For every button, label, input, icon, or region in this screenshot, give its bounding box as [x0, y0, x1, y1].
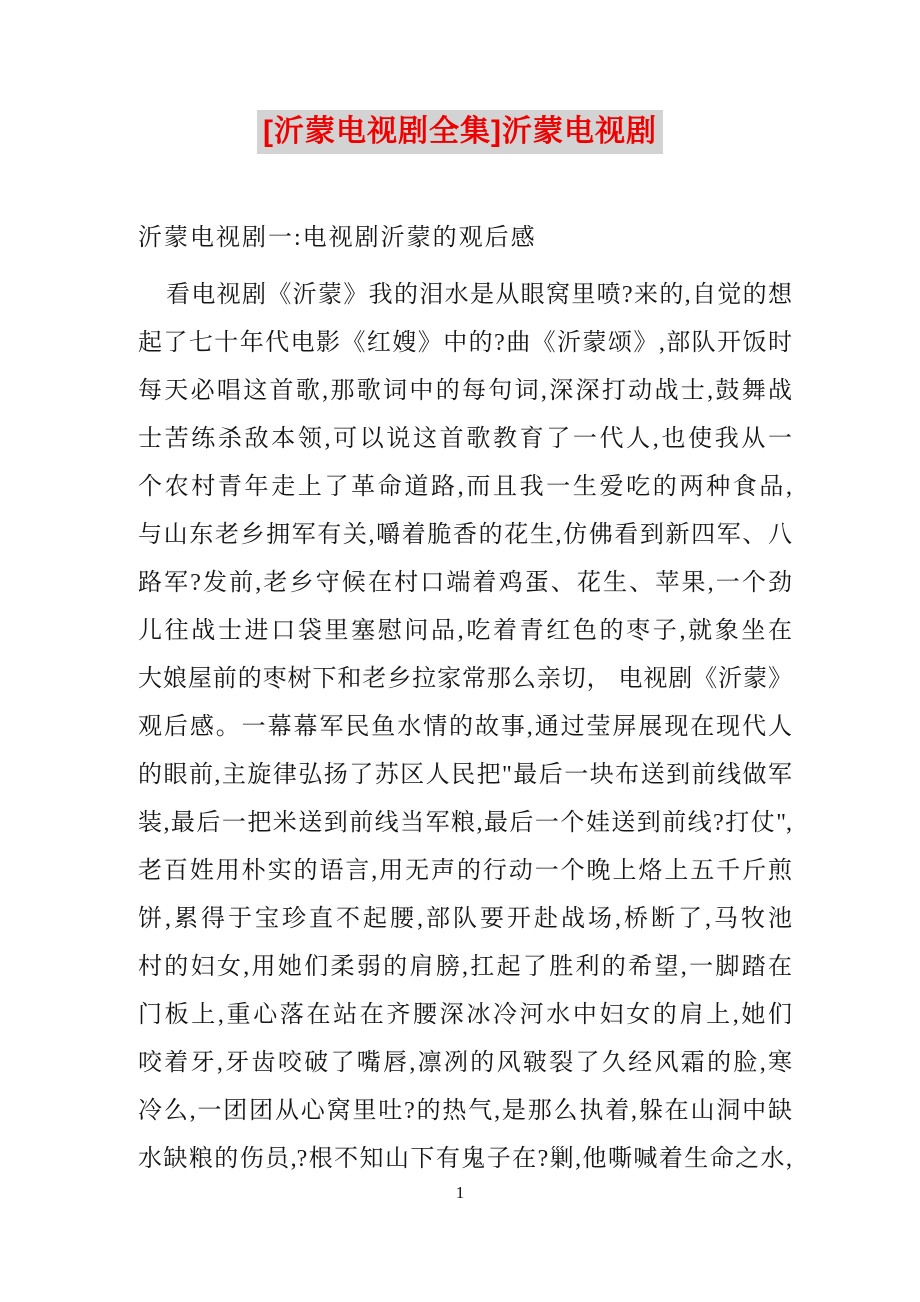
body-text-line: 装,最后一把米送到前线当军粮,最后一个娃送到前线?打仗",: [138, 810, 792, 836]
body-text-line: 看电视剧《沂蒙》我的泪水是从眼窝里喷?来的,自觉的想: [166, 282, 792, 308]
body-text-line: 起了七十年代电影《红嫂》中的?曲《沂蒙颂》,部队开饭时: [138, 330, 792, 356]
body-text-line: 士苦练杀敌本领,可以说这首歌教育了一代人,也使我从一: [138, 426, 792, 452]
body-text-line: 村的妇女,用她们柔弱的肩膀,扛起了胜利的希望,一脚踏在: [138, 954, 792, 980]
body-text-line: 咬着牙,牙齿咬破了嘴唇,凛冽的风皲裂了久经风霜的脸,寒: [138, 1050, 792, 1076]
body-text-line: 老百姓用朴实的语言,用无声的行动一个晚上烙上五千斤煎: [138, 858, 792, 884]
body-paragraph: [138, 271, 792, 1183]
page-number: 1: [455, 1183, 465, 1202]
body-text-line: 儿往战士进口袋里塞慰问品,吃着青红色的枣子,就象坐在: [138, 618, 792, 644]
body-text-line: 每天必唱这首歌,那歌词中的每句词,深深打动战士,鼓舞战: [138, 378, 792, 404]
body-text-line: 大娘屋前的枣树下和老乡拉家常那么亲切， 电视剧《沂蒙》: [138, 666, 792, 692]
body-text-line: 路军?发前,老乡守候在村口端着鸡蛋、花生、苹果,一个劲: [138, 570, 792, 596]
body-text-line: 冷么,一团团从心窝里吐?的热气,是那么执着,躲在山洞中缺: [138, 1098, 792, 1124]
section-heading: 沂蒙电视剧一:电视剧沂蒙的观后感: [138, 225, 537, 251]
document-title: [沂蒙电视剧全集]沂蒙电视剧: [257, 110, 663, 154]
body-text-line: 水缺粮的伤员,?根不知山下有鬼子在?剿,他嘶喊着生命之水,: [138, 1146, 792, 1172]
body-text-line: 个农村青年走上了革命道路,而且我一生爱吃的两种食品,: [138, 474, 792, 500]
body-text-line: 与山东老乡拥军有关,嚼着脆香的花生,仿佛看到新四军、八: [138, 522, 792, 548]
body-text-line: 门板上,重心落在站在齐腰深冰冷河水中妇女的肩上,她们: [138, 1002, 792, 1028]
body-text-line: 的眼前,主旋律弘扬了苏区人民把"最后一块布送到前线做军: [138, 762, 792, 788]
body-text-line: 饼,累得于宝珍直不起腰,部队要开赴战场,桥断了,马牧池: [138, 906, 792, 932]
title-row: [0, 110, 920, 154]
body-text-line: 观后感。一幕幕军民鱼水情的故事,通过莹屏展现在现代人: [138, 714, 792, 740]
